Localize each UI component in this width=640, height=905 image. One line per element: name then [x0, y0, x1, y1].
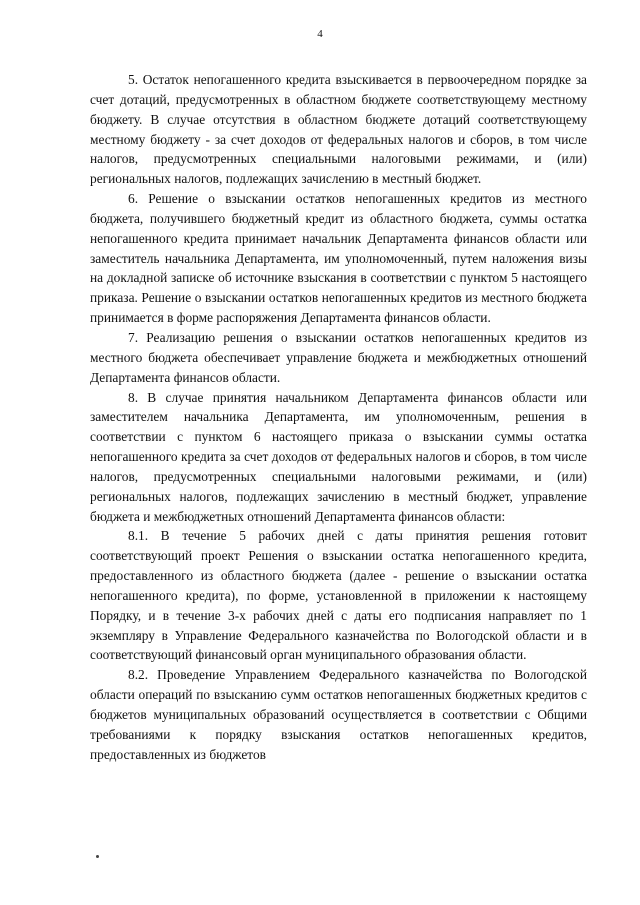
paragraph-8-2: 8.2. Проведение Управлением Федерального казначейства по Вологодской области операций по взысканию сумм остатков непогашенных бюджетных кредитов с бюджетов муниципальных образований осуществляется в соответствии с Общими требованиями к порядку взыскания остатков непогашенных кредитов, предоставленных из бюджетов	[90, 667, 587, 762]
paragraph-6: 6. Решение о взыскании остатков непогашенных кредитов из местного бюджета, получившего бюджетный кредит из областного бюджета, суммы остатка непогашенного кредита принимает начальник Департамента финансов области или заместитель начальника Департамента, им уполномоченный, путем наложения визы на докладной записке об источнике взыскания в соответствии с пунктом 5 настоящего приказа. Решение о взыскании остатков непогашенных кредитов из местного бюджета принимается в форме распоряжения Департамента финансов области.	[90, 191, 587, 326]
paragraph-5: 5. Остаток непогашенного кредита взыскивается в первоочередном порядке за счет дотаций, предусмотренных в областном бюджете соответствующему местному бюджету. В случае отсутствия в областном бюджете дотаций соответствующему местному бюджету - за счет доходов от федеральных налогов и сборов, в том числе налогов, предусмотренных специальными налоговыми режимами, и (или) региональных налогов, подлежащих зачислению в местный бюджет.	[90, 72, 587, 187]
scan-speck	[96, 855, 99, 858]
document-body	[90, 70, 587, 765]
page-number: 4	[317, 28, 323, 40]
paragraph-8: 8. В случае принятия начальником Департамента финансов области или заместителем начальника Департамента, им уполномоченным, решения в соответствии с пунктом 6 настоящего приказа о взыскании суммы остатка непогашенного кредита за счет доходов от федеральных налогов и сборов, в том числе налогов, предусмотренных специальными налоговыми режимами, и (или) региональных налогов, подлежащих зачислению в местный бюджет, управление бюджета и межбюджетных отношений Департамента финансов области:	[90, 389, 587, 524]
paragraph-8-1: 8.1. В течение 5 рабочих дней с даты принятия решения готовит соответствующий проект Решения о взыскании остатка непогашенного кредита, предоставленного из областного бюджета (далее - решение о взыскании остатка непогашенного кредита), по форме, установленной в приложении к настоящему Порядку, и в течение 3-х рабочих дней с даты его подписания направляет по 1 экземпляру в Управление Федерального казначейства по Вологодской области и в соответствующий финансовый орган муниципального образования области.	[90, 528, 587, 663]
paragraph-7: 7. Реализацию решения о взыскании остатков непогашенных кредитов из местного бюджета обеспечивает управление бюджета и межбюджетных отношений Департамента финансов области.	[90, 329, 587, 385]
